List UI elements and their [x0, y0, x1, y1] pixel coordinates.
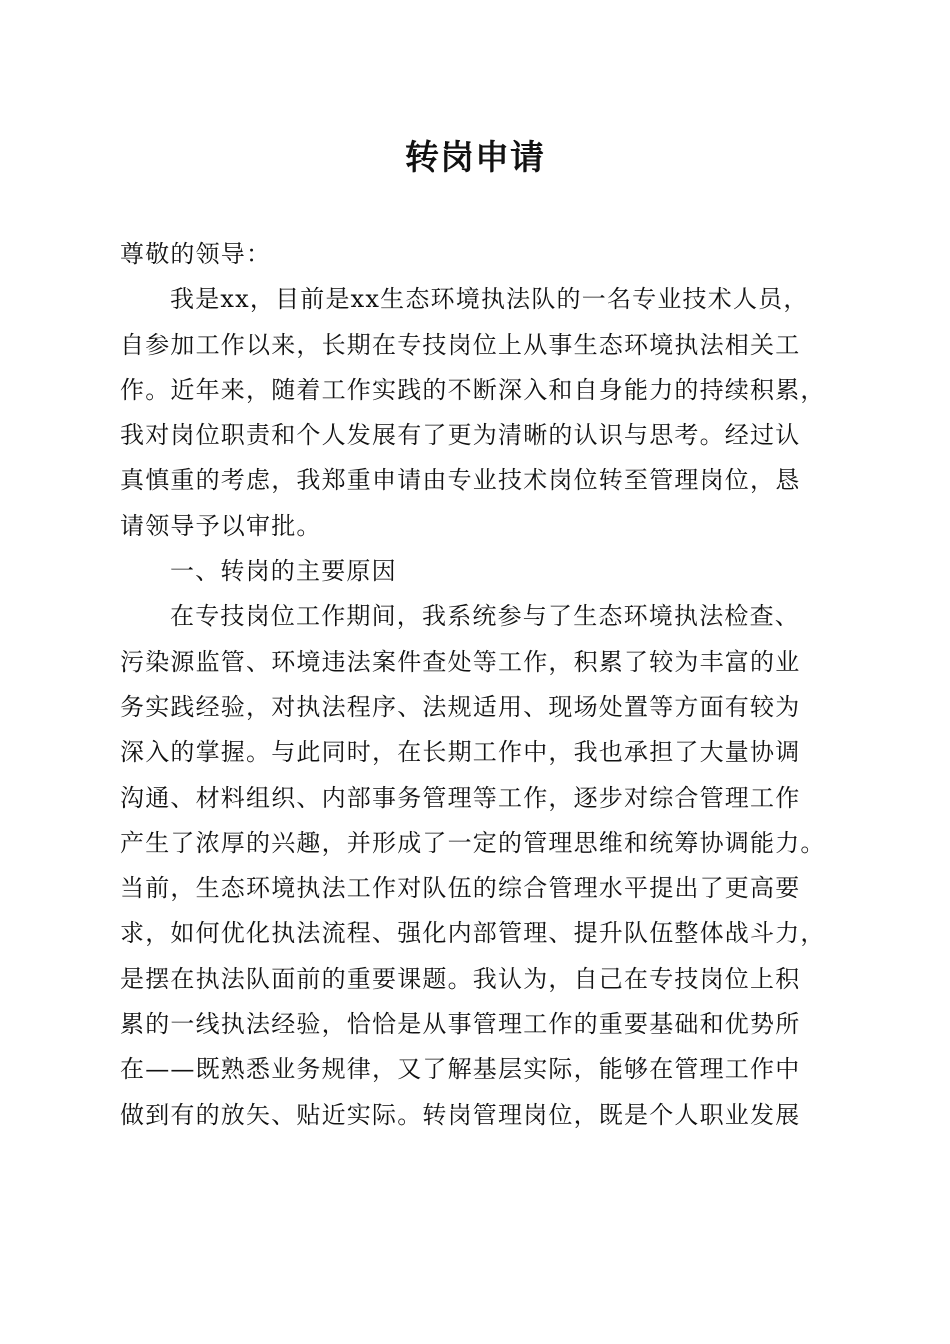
paragraph-line: 是摆在执法队面前的重要课题。我认为，自己在专技岗位上积: [120, 964, 801, 993]
paragraph-line: 真慎重的考虑，我郑重申请由专业技术岗位转至管理岗位，恳: [120, 466, 801, 495]
paragraph-line: 累的一线执法经验，恰恰是从事管理工作的重要基础和优势所: [120, 1010, 801, 1039]
paragraph-line: 当前，生态环境执法工作对队伍的综合管理水平提出了更高要: [120, 874, 801, 903]
salutation: 尊敬的领导：: [120, 240, 272, 268]
document-title: 转岗申请: [405, 138, 545, 178]
section-heading: 一、转岗的主要原因: [170, 557, 397, 586]
paragraph-line: 自参加工作以来，长期在专技岗位上从事生态环境执法相关工: [120, 330, 801, 359]
paragraph-line: 在——既熟悉业务规律，又了解基层实际，能够在管理工作中: [120, 1055, 801, 1084]
paragraph-line: 污染源监管、环境违法案件查处等工作，积累了较为丰富的业: [120, 647, 801, 676]
paragraph-line: 沟通、材料组织、内部事务管理等工作，逐步对综合管理工作: [120, 783, 801, 812]
paragraph-line: 做到有的放矢、贴近实际。转岗管理岗位，既是个人职业发展: [120, 1100, 801, 1129]
body-text: [120, 277, 832, 1138]
paragraph-line: 产生了浓厚的兴趣，并形成了一定的管理思维和统筹协调能力。: [120, 828, 826, 857]
paragraph-line: 请领导予以审批。: [120, 511, 322, 540]
paragraph-line: 我是xx，目前是xx生态环境执法队的一名专业技术人员，: [170, 285, 809, 314]
paragraph-line: 深入的掌握。与此同时，在长期工作中，我也承担了大量协调: [120, 738, 801, 767]
paragraph-line: 作。近年来，随着工作实践的不断深入和自身能力的持续积累，: [120, 375, 826, 404]
document-body: [120, 232, 832, 1138]
paragraph-line: 我对岗位职责和个人发展有了更为清晰的认识与思考。经过认: [120, 421, 801, 450]
paragraph-line: 求，如何优化执法流程、强化内部管理、提升队伍整体战斗力，: [120, 919, 826, 948]
paragraph-line: 务实践经验，对执法程序、法规适用、现场处置等方面有较为: [120, 692, 801, 721]
paragraph-line: 在专技岗位工作期间，我系统参与了生态环境执法检查、: [170, 602, 800, 631]
